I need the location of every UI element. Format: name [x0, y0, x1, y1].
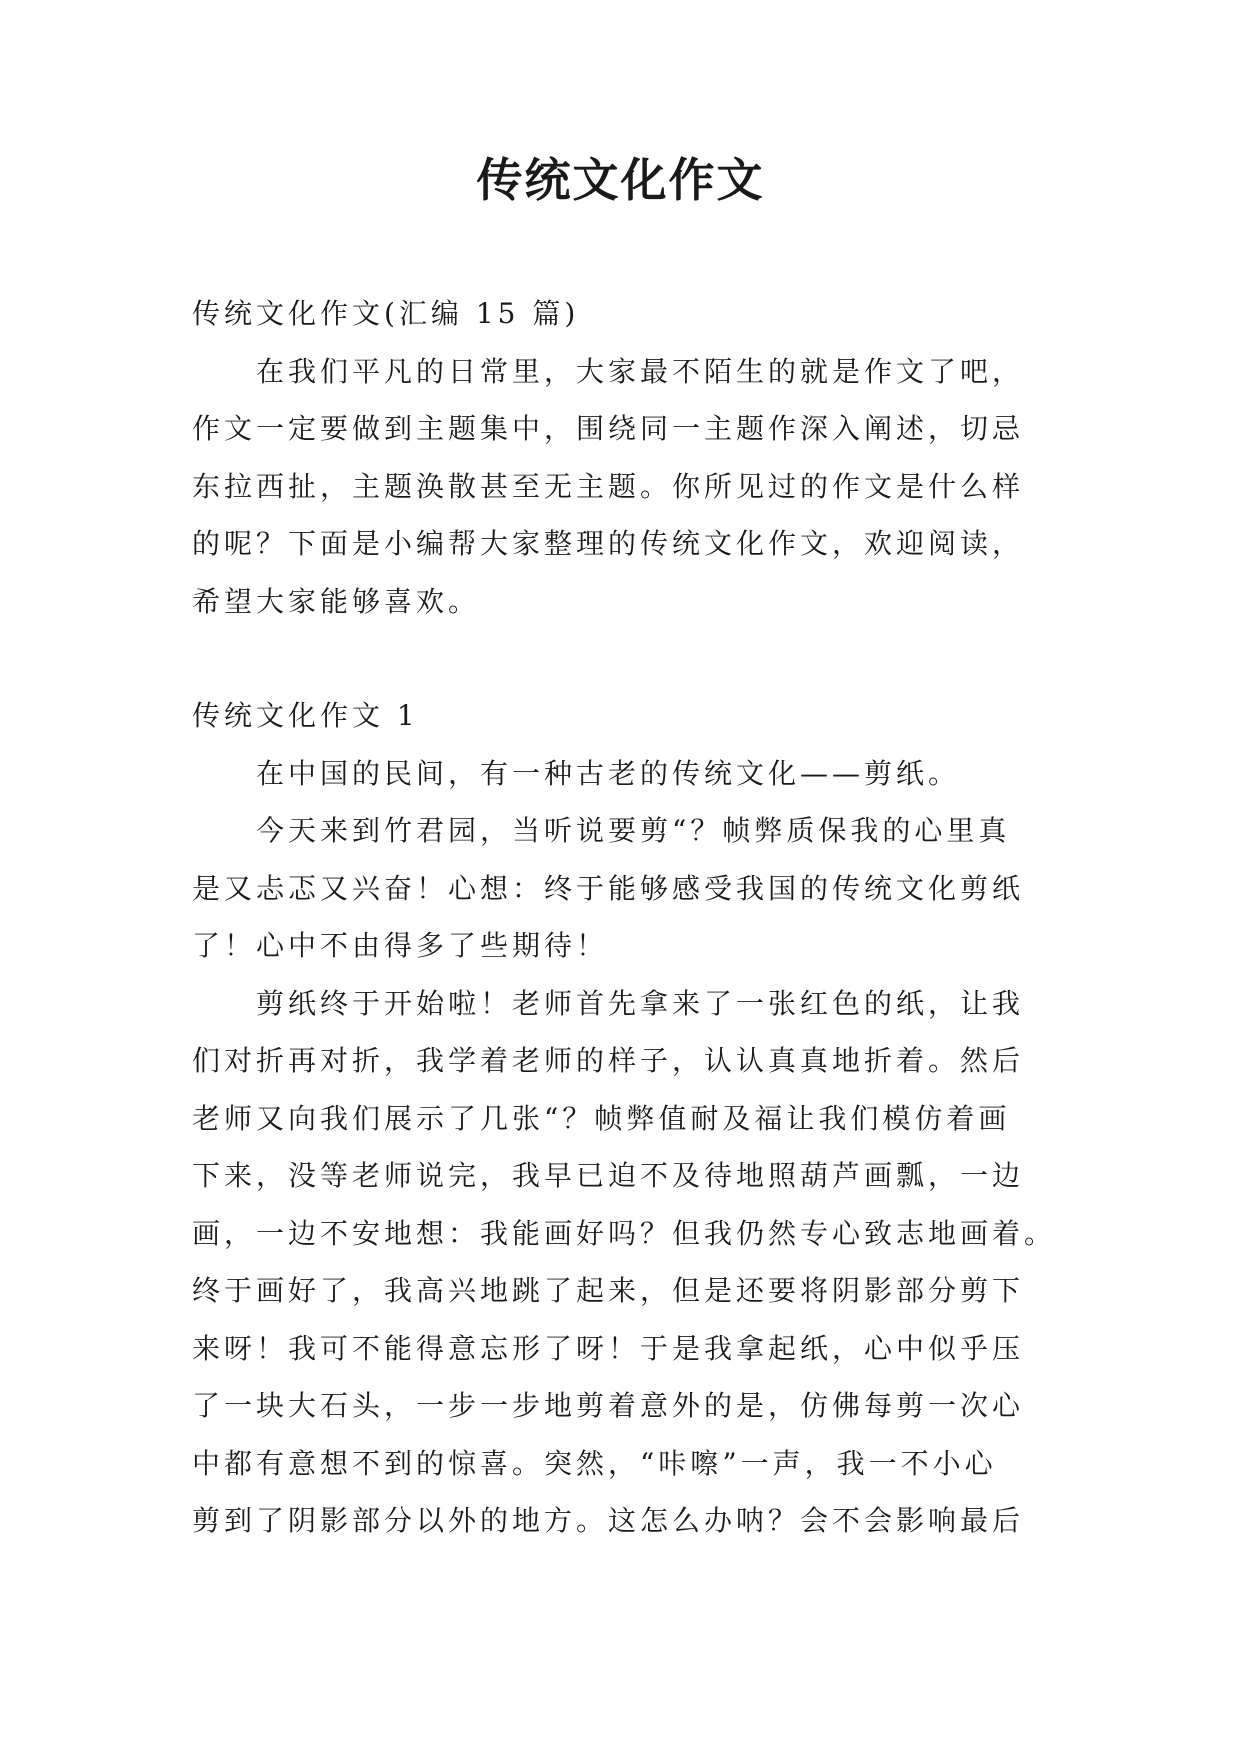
document-subtitle: 传统文化作文(汇编 15 篇) — [192, 297, 580, 330]
text-line: 剪纸终于开始啦！老师首先拿来了一张红色的纸，让我 — [256, 986, 1025, 1020]
paragraph — [192, 745, 1062, 803]
text-line: 们对折再对折，我学着老师的样子，认认真真地折着。然后 — [192, 1044, 1025, 1077]
text-line: 是又忐忑又兴奋！心想：终于能够感受我国的传统文化剪纸 — [192, 871, 1025, 905]
text-line: 的呢？下面是小编帮大家整理的传统文化作文，欢迎阅读， — [192, 527, 1025, 560]
text-line: 东拉西扯，主题涣散甚至无主题。你所见过的作文是什么样 — [192, 469, 1025, 503]
paragraph — [192, 802, 1062, 975]
text-line: 今天来到竹君园，当听说要剪“？帧弊质保我的心里真 — [256, 814, 1011, 847]
text-line: 下来，没等老师说完，我早已迫不及待地照葫芦画瓢，一边 — [192, 1159, 1025, 1192]
text-line: 希望大家能够喜欢。 — [192, 584, 481, 618]
section-spacer — [192, 630, 1062, 687]
text-line: 终于画好了，我高兴地跳了起来，但是还要将阴影部分剪下 — [192, 1274, 1025, 1307]
intro-paragraph — [192, 343, 1062, 631]
text-line: 来呀！我可不能得意忘形了呀！于是我拿起纸，心中似乎压 — [192, 1331, 1025, 1365]
text-line: 中都有意想不到的惊喜。突然，“咔嚓”一声，我一不小心 — [192, 1446, 997, 1480]
text-line: 了一块大石头，一步一步地剪着意外的是，仿佛每剪一次心 — [192, 1389, 1025, 1422]
document-body — [192, 285, 1062, 1550]
text-line: 老师又向我们展示了几张“？帧弊值耐及福让我们模仿着画 — [192, 1101, 1011, 1135]
text-line: 画，一边不安地想：我能画好吗？但我仍然专心致志地画着。 — [192, 1216, 1057, 1250]
text-line: 在我们平凡的日常里，大家最不陌生的就是作文了吧， — [256, 354, 1025, 388]
text-line: 了！心中不由得多了些期待！ — [192, 929, 609, 962]
paragraph — [192, 975, 1062, 1550]
text-line: 作文一定要做到主题集中，围绕同一主题作深入阐述，切忌 — [192, 412, 1025, 445]
text-line: 剪到了阴影部分以外的地方。这怎么办呐？会不会影响最后 — [192, 1504, 1025, 1537]
document-title: 传统文化作文 — [476, 153, 765, 207]
text-line: 在中国的民间，有一种古老的传统文化——剪纸。 — [256, 756, 961, 790]
section-heading: 传统文化作文 1 — [192, 699, 419, 732]
